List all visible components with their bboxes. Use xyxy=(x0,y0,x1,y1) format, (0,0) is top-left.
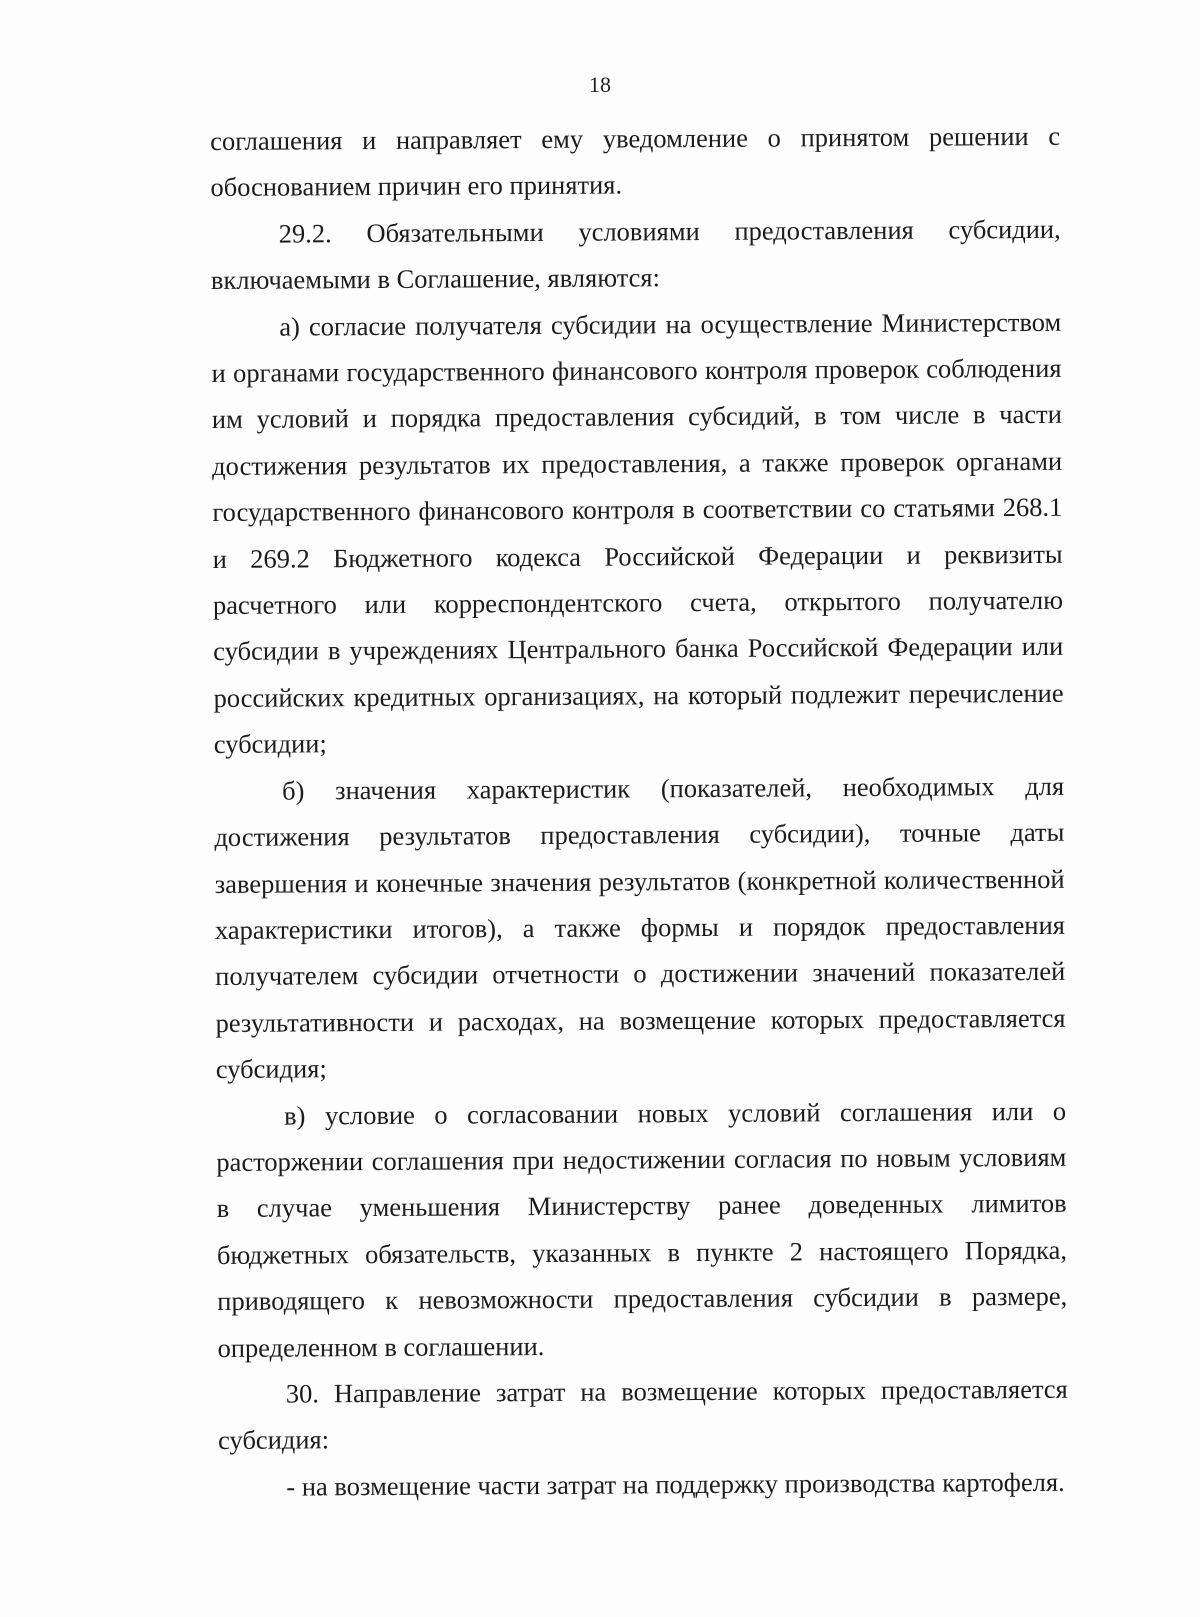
paragraph-item-a: а) согласие получателя субсидии на осуществление Министерством и органами государственного финансового контроля проверок соблюдения им условий и порядка предоставления субсидий, в том числе в части достижения результатов их предоставления, а также проверок органами государственного финансового контроля в соответствии со статьями 268.1 и 269.2 Бюджетного кодекса Российской Федерации и реквизиты расчетного или корреспондентского счета, открытого получателю субсидии в учреждениях Центрального банка Российской Федерации или российских кредитных организациях, на который подлежит перечисление субсидии; xyxy=(211,306,1064,760)
paragraph-continuation: соглашения и направляет ему уведомление о принятом решении с обоснованием причин его принятия. xyxy=(210,120,1061,203)
paragraph-item-v: в) условие о согласовании новых условий соглашения или о расторжении соглашения при недостижении согласия по новым условиям в случае уменьшения Министерству ранее доведенных лимитов бюджетных обязательств, указанных в пункте 2 настоящего Порядка, приводящего к невозможности предоставления субсидии в размере, определенном в соглашении. xyxy=(216,1095,1068,1363)
document-body xyxy=(210,113,1068,1510)
paragraph-30: 30. Направление затрат на возмещение которых предоставляется субсидия: xyxy=(217,1373,1068,1456)
paragraph-item-b: б) значения характеристик (показателей, необходимых для достижения результатов предоставления субсидии), точные даты завершения и конечные значения результатов (конкретной количественной характеристики итогов), а также формы и порядок предоставления получателем субсидии отчетности о достижении значений показателей результативности и расходах, на возмещение которых предоставляется субсидия; xyxy=(214,770,1066,1085)
paragraph-30-bullet: - на возмещение части затрат на поддержку производства картофеля. xyxy=(286,1466,1065,1502)
page-number: 18 xyxy=(589,72,611,97)
paragraph-29-2: 29.2. Обязательными условиями предоставления субсидии, включаемыми в Соглашение, являются: xyxy=(210,213,1061,296)
